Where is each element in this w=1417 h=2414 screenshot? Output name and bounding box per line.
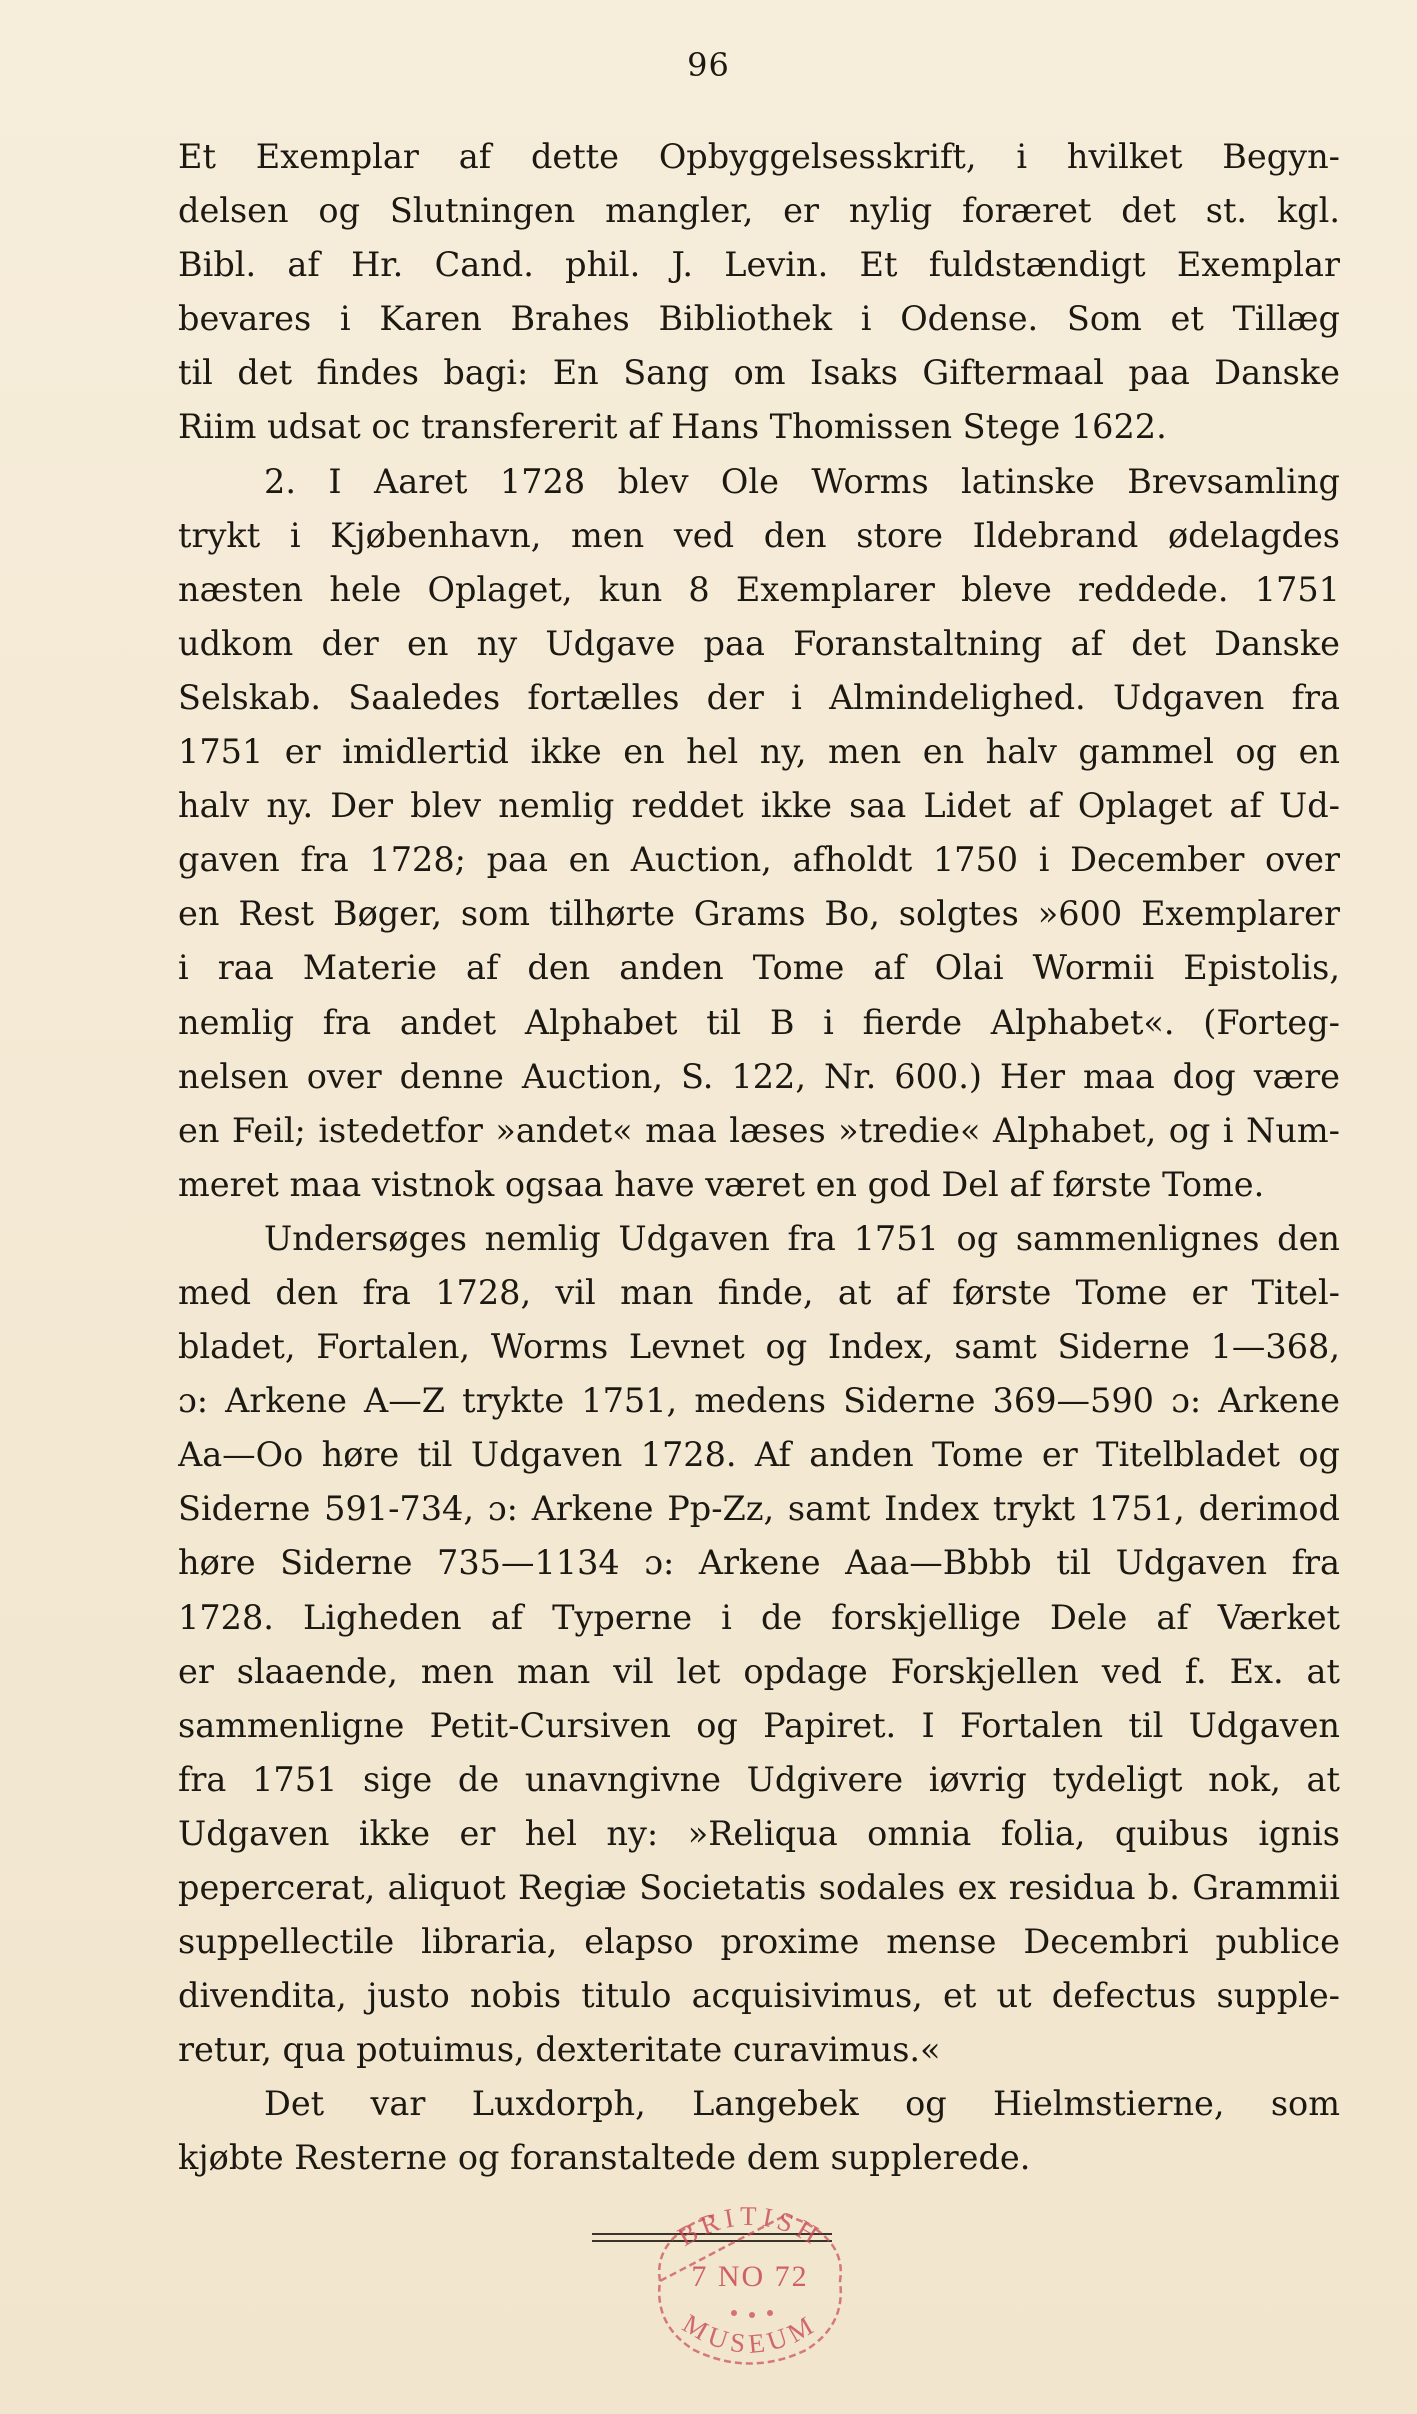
text-line: divendita, justo nobis titulo acquisivimus, et ut defectus supple- — [178, 1976, 1340, 2016]
text-line: 2. I Aaret 1728 blev Ole Worms latinske Brevsamling — [264, 461, 1340, 501]
text-line: fra 1751 sige de unavngivne Udgivere iøvrig tydeligt nok, at — [178, 1759, 1340, 1799]
text-line: høre Siderne 735—1134 ɔ: Arkene Aaa—Bbbb til Udgaven fra — [178, 1543, 1340, 1583]
text-line: meret maa vistnok ogsaa have været en god Del af første Tome. — [178, 1164, 1265, 1204]
text-line: 1751 er imidlertid ikke en hel ny, men en halv gammel og en — [178, 732, 1340, 772]
text-line: halv ny. Der blev nemlig reddet ikke saa Lidet af Oplaget af Ud- — [178, 786, 1340, 826]
text-line: bladet, Fortalen, Worms Levnet og Index, samt Siderne 1—368, — [178, 1327, 1340, 1367]
text-line: sammenligne Petit-Cursiven og Papiret. I Fortalen til Udgaven — [178, 1705, 1340, 1745]
text-line: delsen og Slutningen mangler, er nylig foræret det st. kgl. — [178, 191, 1340, 231]
library-stamp — [624, 2185, 876, 2385]
text-line: med den fra 1728, vil man finde, at af første Tome er Titel- — [178, 1272, 1340, 1312]
text-line: gaven fra 1728; paa en Auction, afholdt 1750 i December over — [178, 840, 1340, 880]
page-number: 96 — [687, 46, 730, 84]
text-line: Riim udsat oc transfererit af Hans Thomissen Stege 1622. — [178, 407, 1167, 447]
stamp-dot — [731, 2310, 737, 2316]
text-line: ɔ: Arkene A—Z trykte 1751, medens Siderne 369—590 ɔ: Arkene — [178, 1381, 1340, 1421]
body-text — [178, 130, 1340, 2186]
text-line: næsten hele Oplaget, kun 8 Exemplarer bleve reddede. 1751 — [178, 569, 1340, 609]
text-line: er slaaende, men man vil let opdage Forskjellen ved f. Ex. at — [178, 1651, 1340, 1691]
text-line: Bibl. af Hr. Cand. phil. J. Levin. Et fuldstændigt Exemplar — [178, 245, 1340, 285]
text-line: suppellectile libraria, elapso proxime mense Decembri publice — [178, 1922, 1340, 1962]
text-line: Aa—Oo høre til Udgaven 1728. Af anden Tome er Titelbladet og — [178, 1435, 1340, 1475]
stamp-dot — [767, 2310, 773, 2316]
text-line: nemlig fra andet Alphabet til B i fierde Alphabet«. (Forteg- — [178, 1002, 1340, 1042]
text-line: Undersøges nemlig Udgaven fra 1751 og sammenlignes den — [264, 1218, 1340, 1258]
text-line: nelsen over denne Auction, S. 122, Nr. 600.) Her maa dog være — [178, 1056, 1340, 1096]
stamp-bottom-text: MUSEUM — [677, 2308, 823, 2360]
text-line: i raa Materie af den anden Tome af Olai Wormii Epistolis, — [178, 948, 1340, 988]
text-line: Et Exemplar af dette Opbyggelsesskrift, i hvilket Begyn- — [178, 137, 1340, 176]
text-line: Siderne 591-734, ɔ: Arkene Pp-Zz, samt Index trykt 1751, derimod — [178, 1489, 1340, 1529]
text-line: retur, qua potuimus, dexteritate curavimus.« — [178, 2030, 941, 2070]
text-line: en Feil; istedetfor »andet« maa læses »tredie« Alphabet, og i Num- — [178, 1110, 1340, 1150]
stamp-dot — [749, 2312, 755, 2318]
text-line: en Rest Bøger, som tilhørte Grams Bo, solgtes »600 Exemplarer — [178, 894, 1340, 934]
text-line: trykt i Kjøbenhavn, men ved den store Ildebrand ødelagdes — [178, 515, 1340, 555]
stamp-top-text: BRITISH — [672, 2200, 828, 2253]
text-line: udkom der en ny Udgave paa Foranstaltning af det Danske — [178, 623, 1340, 663]
stamp-date: 7 NO 72 — [691, 2260, 809, 2293]
text-line: til det findes bagi: En Sang om Isaks Giftermaal paa Danske — [178, 353, 1340, 393]
text-line: Selskab. Saaledes fortælles der i Almindelighed. Udgaven fra — [178, 677, 1340, 717]
text-line: Det var Luxdorph, Langebek og Hielmstierne, som — [264, 2084, 1340, 2124]
text-line: bevares i Karen Brahes Bibliothek i Odense. Som et Tillæg — [178, 299, 1340, 339]
text-line: kjøbte Resterne og foranstaltede dem supplerede. — [178, 2138, 1031, 2178]
text-line: Udgaven ikke er hel ny: »Reliqua omnia folia, quibus ignis — [178, 1813, 1340, 1853]
text-line: pepercerat, aliquot Regiæ Societatis sodales ex residua b. Grammii — [178, 1868, 1340, 1907]
text-line: 1728. Ligheden af Typerne i de forskjellige Dele af Værket — [178, 1597, 1340, 1637]
